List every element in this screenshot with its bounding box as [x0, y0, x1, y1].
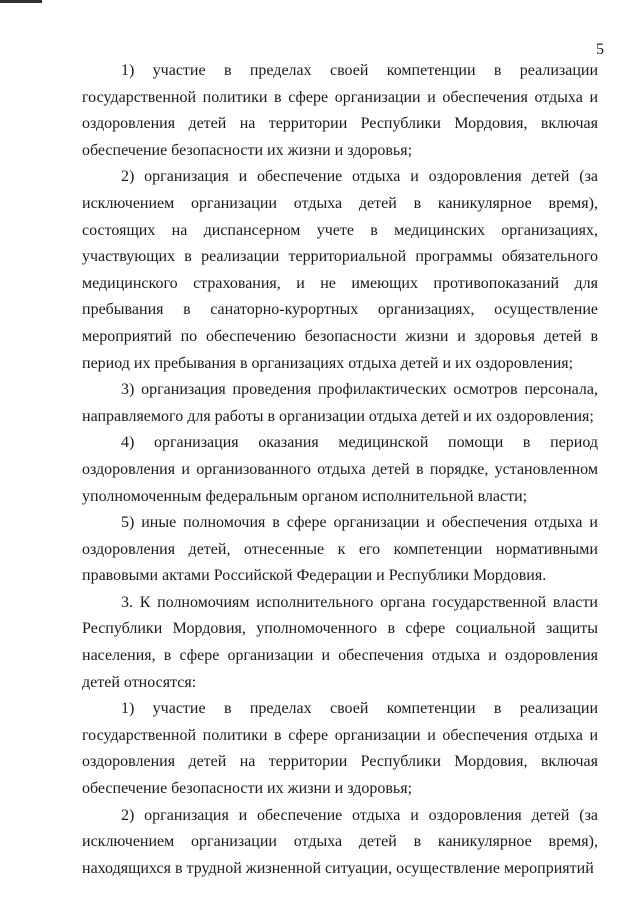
corner-mark [0, 0, 42, 3]
paragraph-section-3-item-2: 2) организация и обеспечение отдыха и оздоровления детей (за исключением организации отдыха детей в каникулярное время), находящихся в трудной жизненной ситуации, осуществление мероприятий [82, 806, 598, 877]
paragraph-1-participation: 1) участие в пределах своей компетенции в реализации государственной политики в сфере организации и обеспечения отдыха и оздоровления детей на территории Республики Мордовия, включая обеспечение безопасности их жизни и здоровья; [82, 62, 598, 159]
page-number: 5 [596, 41, 604, 58]
paragraph-2-organization: 2) организация и обеспечение отдыха и оздоровления детей (за исключением организации отдыха детей в каникулярное время), состоящих на диспансерном учете в медицинских организациях, участвующих в реализации территориальной программы обязательного медицинского страхования, и не имеющих противопоказаний для пребывания в санаторно-курортных организациях, осуществление мероприятий по обеспечению безопасности жизни и здоровья детей в период их пребывания в организациях отдыха детей и их оздоровления; [82, 168, 598, 372]
paragraph-4-medical-aid: 4) организация оказания медицинской помощи в период оздоровления и организованного отдыха детей в порядке, установленном уполномоченным федеральным органом исполнительной власти; [82, 434, 598, 505]
paragraph-section-3-intro: 3. К полномочиям исполнительного органа государственной власти Республики Мордовия, уполномоченного в сфере социальной защиты населения, в сфере организации и обеспечения отдыха и оздоровления детей относятся: [82, 593, 598, 691]
paragraph-5-other-powers: 5) иные полномочия в сфере организации и обеспечения отдыха и оздоровления детей, отнесенные к его компетенции нормативными правовыми актами Российской Федерации и Республики Мордовия. [82, 514, 598, 585]
paragraph-section-3-item-1: 1) участие в пределах своей компетенции в реализации государственной политики в сфере организации и обеспечения отдыха и оздоровления детей на территории Республики Мордовия, включая обеспечение безопасности их жизни и здоровья; [82, 700, 598, 798]
paragraph-3-inspections: 3) организация проведения профилактических осмотров персонала, направляемого для работы в организации отдыха детей и их оздоровления; [82, 381, 598, 425]
document-body [82, 58, 598, 882]
